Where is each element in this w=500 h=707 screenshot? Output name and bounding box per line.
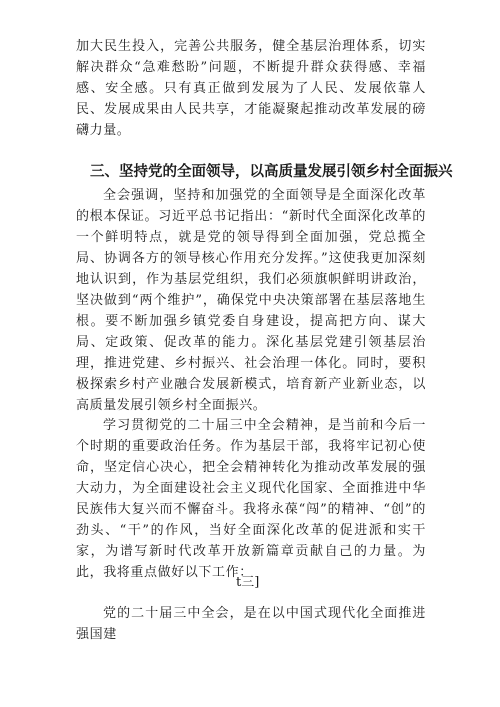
- section-marker: t三]: [236, 575, 260, 590]
- paragraph-study: 学习贯彻党的二十届三中全会精神，是当前和今后一个时期的重要政治任务。作为基层干部，我将牢记初心使命，坚定信心决心，把全会精神转化为推动改革发展的强大动力，为全面建设社会主义现代化国家、全面推进中华民族伟大复兴而不懈奋斗。我将永葆“闯”的精神、“创”的劲头、“干”的作风，当好全面深化改革的促进派和实干家，为谱写新时代改革开放新篇章贡献自己的力量。为此，我将重点做好以下工作：: [76, 418, 426, 580]
- paragraph-intro: 加大民生投入，完善公共服务，健全基层治理体系，切实解决群众“急难愁盼”问题，不断提升群众获得感、幸福感、安全感。只有真正做到发展为了人民、发展依靠人民、发展成果由人民共享，才能凝聚起推动改革发展的磅礴力量。: [76, 39, 426, 138]
- section-heading-3: 三、坚持党的全面领导，以高质量发展引领乡村全面振兴: [90, 164, 453, 180]
- paragraph-final: 党的二十届三中全会，是在以中国式现代化全面推进强国建: [76, 606, 426, 642]
- paragraph-leadership: 全会强调，坚持和加强党的全面领导是全面深化改革的根本保证。习近平总书记指出：“新时代全面深化改革的一个鲜明特点，就是党的领导得到全面加强，党总揽全局、协调各方的领导核心作用充分发挥。”这使我更加深刻地认识到，作为基层党组织，我们必须旗帜鲜明讲政治，坚决做到“两个维护”，确保党中央决策部署在基层落地生根。要不断加强乡镇党委自身建设，提高把方向、谋大局、定政策、促改革的能力。深化基层党建引领基层治理，推进党建、乡村振兴、社会治理一体化。同时，要积极探索乡村产业融合发展新模式，培育新产业新业态，以高质量发展引领乡村全面振兴。: [76, 188, 426, 413]
